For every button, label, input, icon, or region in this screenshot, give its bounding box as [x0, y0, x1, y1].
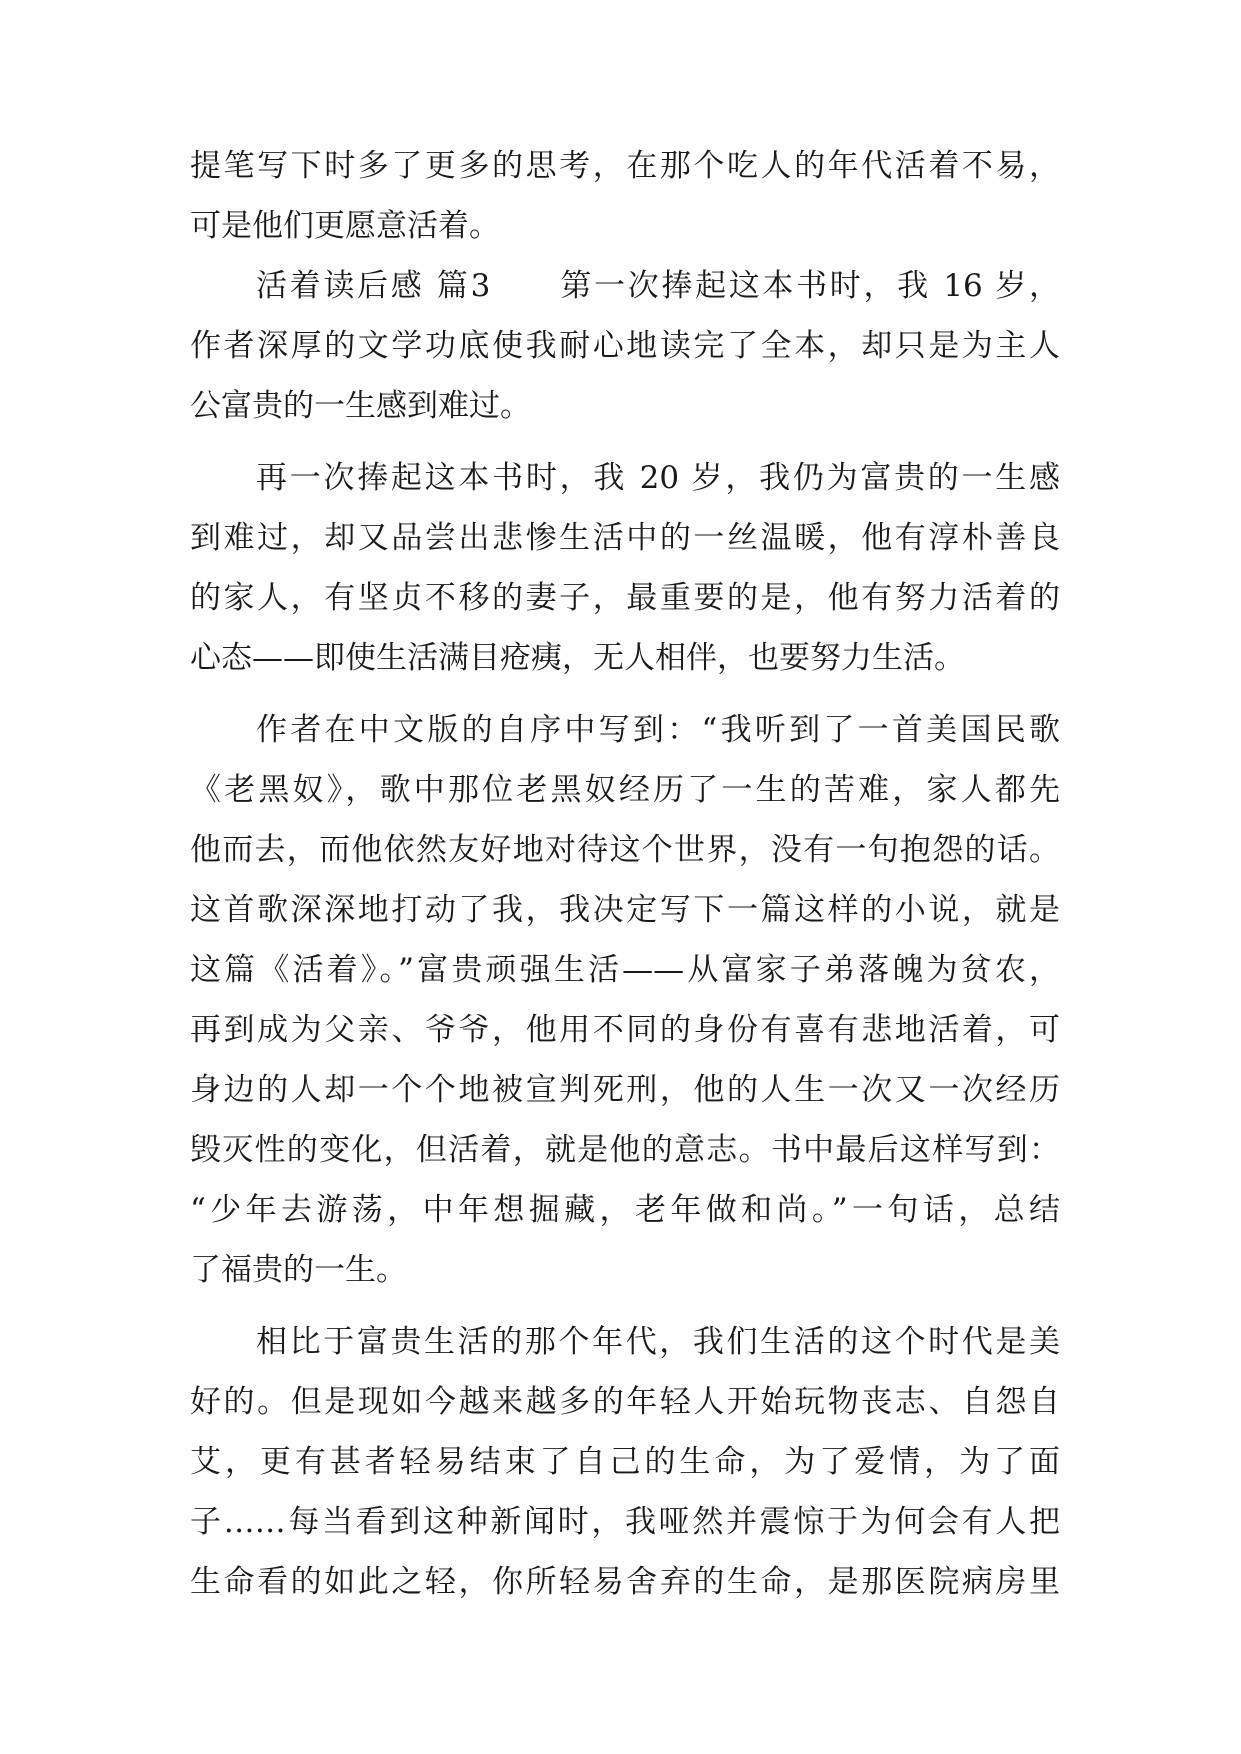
- text-line: 再到成为父亲、爷爷，他用不同的身份有喜有悲地活着，可: [190, 1012, 1060, 1048]
- text-line: 到难过，却又品尝出悲惨生活中的一丝温暖，他有淳朴善良: [190, 520, 1060, 556]
- text-line: 心态——即使生活满目疮痍，无人相伴，也要努力生活。: [190, 640, 965, 676]
- text-line: 艾，更有甚者轻易结束了自己的生命，为了爱情，为了面: [190, 1444, 1060, 1480]
- text-line: 可是他们更愿意活着。: [190, 208, 500, 244]
- text-line: 毁灭性的变化，但活着，就是他的意志。书中最后这样写到：: [190, 1132, 1060, 1168]
- text-line: 的家人，有坚贞不移的妻子，最重要的是，他有努力活着的: [190, 580, 1060, 616]
- text-line: 公富贵的一生感到难过。: [190, 388, 531, 424]
- text-line: 子……每当看到这种新闻时，我哑然并震惊于为何会有人把: [190, 1504, 1060, 1540]
- text-line: 这篇《活着》。”富贵顽强生活——从富家子弟落魄为贫农，: [190, 952, 1060, 988]
- text-line: 好的。但是现如今越来越多的年轻人开始玩物丧志、自怨自: [190, 1384, 1060, 1420]
- text-line: “少年去游荡，中年想掘藏，老年做和尚。”一句话，总结: [190, 1192, 1060, 1228]
- text-line: 生命看的如此之轻，你所轻易舍弃的生命，是那医院病房里: [190, 1564, 1060, 1600]
- text-line: 再一次捧起这本书时，我 20 岁，我仍为富贵的一生感: [256, 460, 1060, 496]
- text-line: 身边的人却一个个地被宣判死刑，他的人生一次又一次经历: [190, 1072, 1060, 1108]
- text-line: 他而去，而他依然友好地对待这个世界，没有一句抱怨的话。: [190, 832, 1060, 868]
- text-line: 作者在中文版的自序中写到：“我听到了一首美国民歌: [256, 712, 1060, 748]
- text-line: 了福贵的一生。: [190, 1252, 407, 1288]
- text-line: 相比于富贵生活的那个年代，我们生活的这个时代是美: [256, 1324, 1060, 1360]
- text-line: 《老黑奴》，歌中那位老黑奴经历了一生的苦难，家人都先: [190, 772, 1060, 808]
- text-line: 这首歌深深地打动了我，我决定写下一篇这样的小说，就是: [190, 892, 1060, 928]
- section-heading-line: 活着读后感 篇3 第一次捧起这本书时，我 16 岁，: [256, 268, 1060, 304]
- text-line: 提笔写下时多了更多的思考，在那个吃人的年代活着不易，: [190, 148, 1060, 184]
- text-line: 作者深厚的文学功底使我耐心地读完了全本，却只是为主人: [190, 328, 1060, 364]
